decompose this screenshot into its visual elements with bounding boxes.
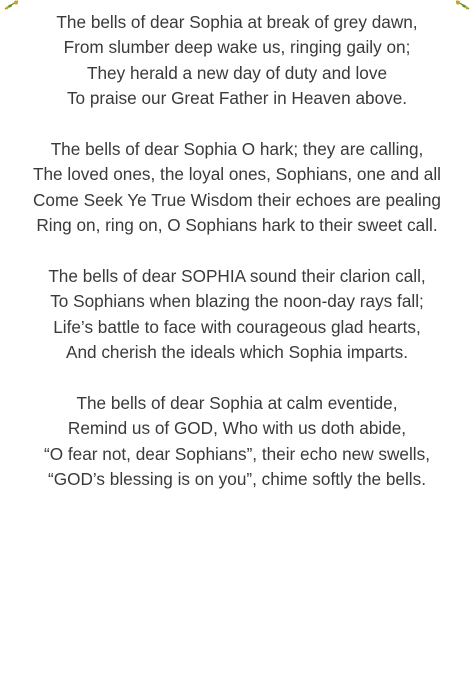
poem-line: Life’s battle to face with courageous glad hearts, [53, 316, 421, 337]
floral-sprig-icon [4, 0, 20, 10]
stanza-4 [16, 391, 458, 493]
poem-line: The bells of dear SOPHIA sound their clarion call, [48, 266, 426, 287]
stanza-1 [16, 10, 458, 112]
poem-line: “GOD’s blessing is on you”, chime softly the bells. [48, 469, 426, 490]
poem-line: And cherish the ideals which Sophia imparts. [65, 342, 409, 363]
poem-line: The bells of dear Sophia at calm eventide, [76, 393, 398, 414]
poem-line: Come Seek Ye True Wisdom their echoes are pealing [33, 189, 441, 210]
poem-line: They herald a new day of duty and love [86, 62, 388, 83]
poem-line: “O fear not, dear Sophians”, their echo new swells, [44, 443, 430, 464]
poem-line: From slumber deep wake us, ringing gaily on; [63, 37, 411, 58]
poem-line: The loved ones, the loyal ones, Sophians, one and all [32, 164, 441, 185]
poem-line: The bells of dear Sophia at break of grey dawn, [56, 12, 418, 32]
stanza-3 [16, 264, 458, 366]
stanza-2 [16, 137, 458, 239]
poem-line: To praise our Great Father in Heaven above. [66, 88, 408, 109]
poem-line: Ring on, ring on, O Sophians hark to their sweet call. [36, 215, 438, 236]
poem-body [16, 10, 458, 493]
poem-line: The bells of dear Sophia O hark; they are calling, [50, 139, 424, 160]
poem-line: To Sophians when blazing the noon-day rays fall; [50, 291, 424, 312]
poem-line: Remind us of GOD, Who with us doth abide, [67, 418, 407, 439]
floral-sprig-icon [454, 0, 470, 10]
